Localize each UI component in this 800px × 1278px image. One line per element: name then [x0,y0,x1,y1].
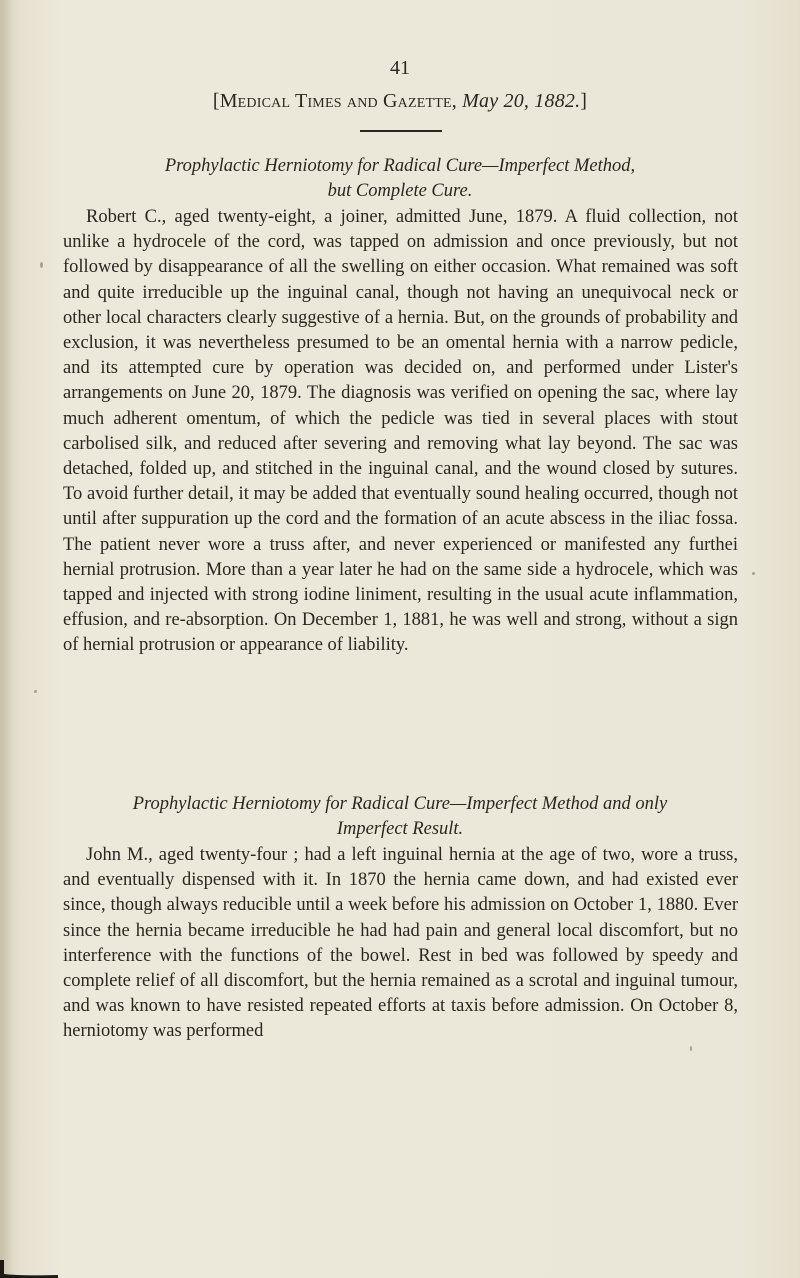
page-number: 41 [390,57,410,79]
section-title-2-line-1: Prophylactic Herniotomy for Radical Cure—Imperfect Method and only [132,794,668,814]
case-paragraph-1: Robert C., aged twenty-eight, a joiner, admitted June, 1879. A fluid collection, not unlike a hydrocele of the cord, was tapped on admission and once previously, but not followed by disappearance of all the swelling on either occasion. What remained was soft and quite irreducible up the inguinal canal, though not having an unequivocal neck or other local characters clearly suggestive of a hernia. But, on the grounds of probability and exclusion, it was nevertheless presumed to be an omental hernia with a narrow pedicle, and its attempted cure by operation was decided on, and performed under Lister's arrangements on June 20, 1879. The diagnosis was verified on opening the sac, where lay much adherent omentum, of which the pedicle was tied in several places with stout carbolised silk, and reduced after severing and removing what lay beyond. The sac was detached, folded up, and stitched in the inguinal canal, and the wound closed by sutures. To avoid further detail, it may be added that eventually sound healing occurred, though not until after suppuration up the cord and the formation of an acute abscess in the iliac fossa. The patient never wore a truss after, and never experienced or manifested any furthei hernial protrusion. More than a year later he had on the same side a hydrocele, which was tapped and injected with strong iodine liniment, resulting in the usual acute inflammation, effusion, and re-absorption. On December 1, 1881, he was well and strong, without a sign of hernial protrusion or appearance of liability. [63,207,738,656]
section-title-1-line-2: but Complete Cure. [327,181,473,201]
paper-fleck [752,572,755,575]
section-title-2-line-2: Imperfect Result. [336,819,464,839]
running-head-date: May 20, 1882. [462,90,581,112]
corner-ink-mark [0,1256,60,1278]
section-title-1-line-1: Prophylactic Herniotomy for Radical Cure—Imperfect Method, [164,156,636,176]
running-head-journal: Medical Times and Gazette, [219,90,457,112]
header-rule [360,130,442,132]
paper-fleck [690,1046,692,1051]
section-title-1 [90,154,710,204]
paper-fleck [34,690,37,693]
running-head-bracket-close: ] [580,90,588,112]
section-title-2 [90,792,710,842]
paper-fleck [40,262,43,268]
case-paragraph-2: John M., aged twenty-four ; had a left inguinal hernia at the age of two, wore a truss, and eventually dispensed with it. In 1870 the hernia came down, and had existed ever since, though always reducible until a week before his admission on October 1, 1880. Ever since the hernia became irreducible he had had pain and general local discomfort, but no interference with the functions of the bowel. Rest in bed was followed by speedy and complete relief of all discomfort, but the hernia remained as a scrotal and inguinal tumour, and was known to have resisted repeated efforts at taxis before admission. On October 8, herniotomy was performed [63,845,738,1042]
running-head-bracket-open: [ [212,90,220,112]
running-head [100,90,700,113]
binding-shadow [0,0,14,1278]
